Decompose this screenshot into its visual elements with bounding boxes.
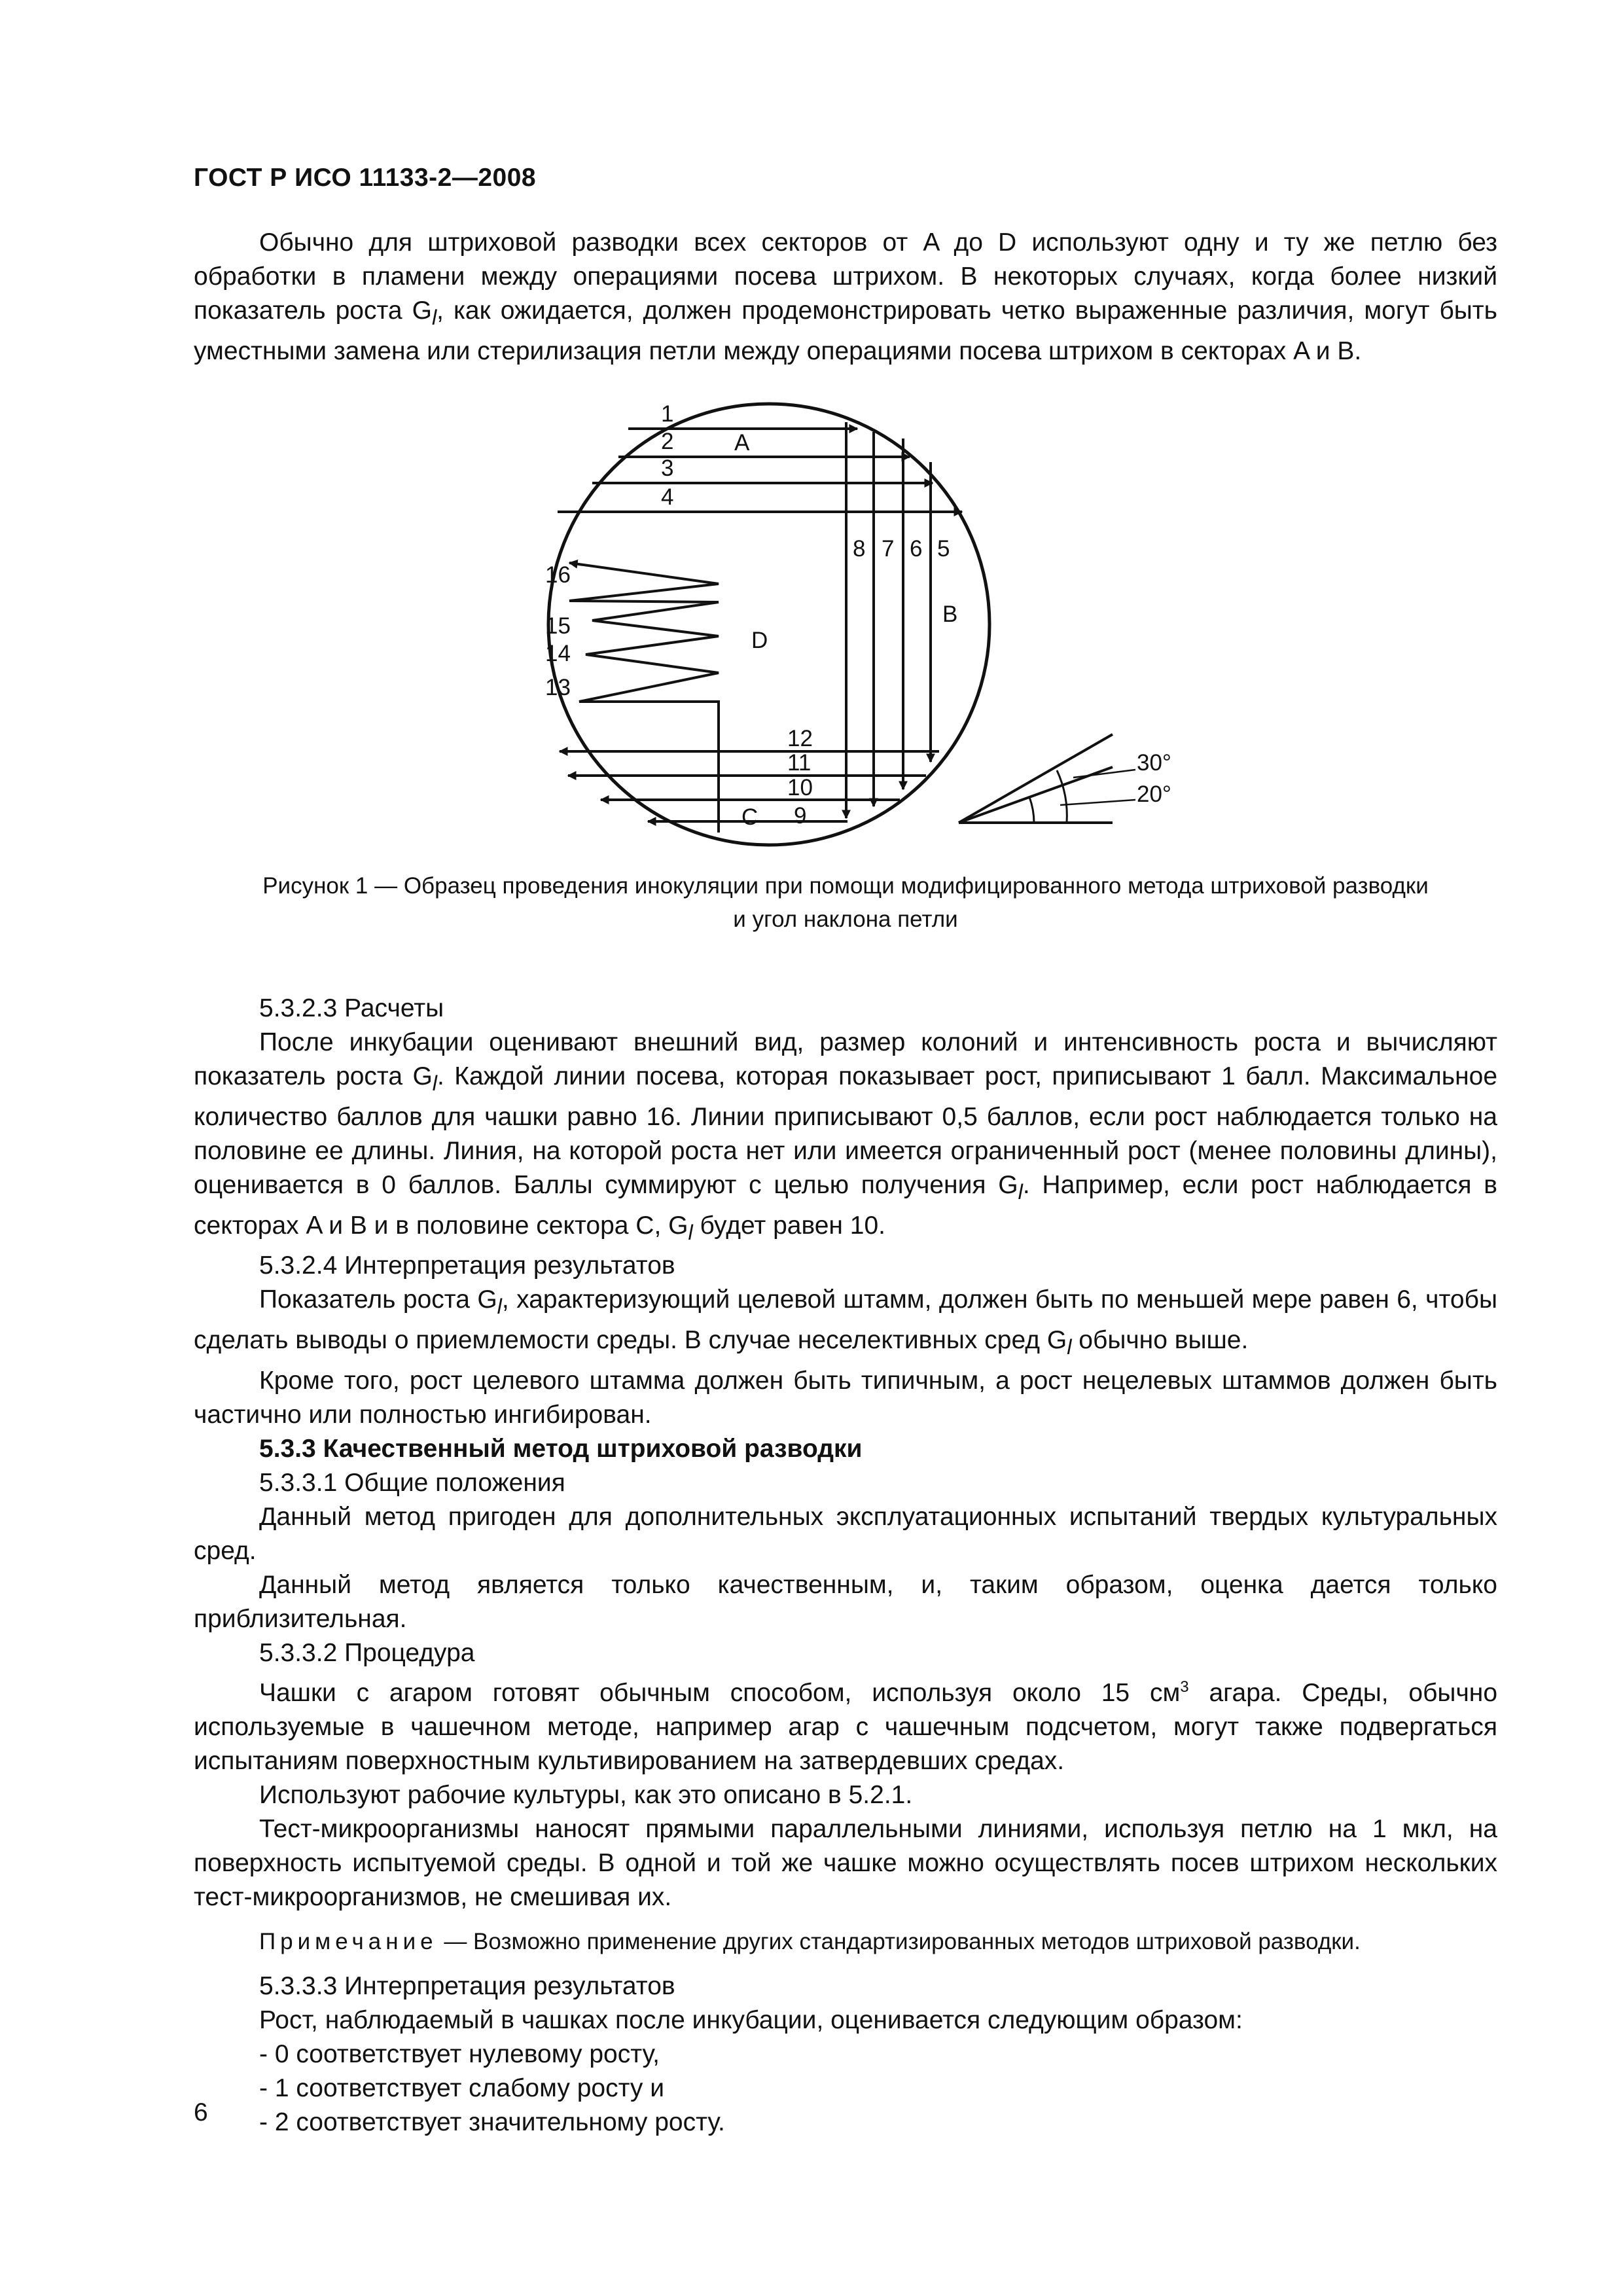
label-line-14: 14 bbox=[545, 641, 571, 666]
paragraph-5-3-3-2-b: Используют рабочие культуры, как это описано в 5.2.1. bbox=[259, 1780, 913, 1809]
label-line-6: 6 bbox=[910, 536, 923, 562]
label-line-3: 3 bbox=[661, 456, 674, 481]
note: Примечание — Возможно применение других стандартизированных методов штриховой разводки. bbox=[259, 1928, 1361, 1954]
label-line-2: 2 bbox=[661, 429, 674, 454]
label-line-12: 12 bbox=[787, 726, 813, 751]
list-item: - 2 соответствует значительному росту. bbox=[259, 2108, 725, 2136]
heading-5-3-2-3: 5.3.2.3 Расчеты bbox=[259, 994, 444, 1022]
paragraph-5-3-3-2-a: Чашки с агаром готовят обычным способом, используя около 15 $см^3$ агара. Среды, обычно используемые в чашечном методе, например агар с чашечным подсчетом, могут также подвергаться испытаниям поверхностным культивированием на затвердевших средах. bbox=[194, 1677, 1498, 1775]
angle-leader-20 bbox=[1060, 800, 1135, 805]
document-header: ГОСТ Р ИСО 11133-2—2008 bbox=[194, 164, 537, 192]
streak-line-13-16-zigzag bbox=[569, 563, 719, 833]
label-line-15: 15 bbox=[545, 613, 571, 639]
label-angle-20: 20° bbox=[1137, 781, 1171, 807]
paragraph-5-3-3-2-c: Тест-микроорганизмы наносят прямыми параллельными линиями, используя петлю на 1 мкл, на поверхность испытуемой среды. В одной и той же чашке можно осуществлять посев штрихом нескольких тест-микроорганизмов, не смешивая их. bbox=[194, 1814, 1497, 1911]
figure-caption-line-2: и угол наклона петли bbox=[733, 906, 958, 932]
list-item: - 0 соответствует нулевому росту, bbox=[259, 2039, 660, 2068]
main-text bbox=[194, 992, 1497, 2140]
paragraph-5-3-2-4-a: Показатель роста $G_l$, характеризующий целевой штамм, должен быть по меньшей мере равен 6, чтобы сделать выводы о приемлемости среды. В случае неселективных сред $G_l$ обычно выше. bbox=[194, 1285, 1497, 1359]
paragraph-5-3-3-1-a: Данный метод пригоден для дополнительных эксплуатационных испытаний твердых культуральных сред. bbox=[194, 1502, 1497, 1565]
heading-5-3-3: 5.3.3 Качественный метод штриховой разводки bbox=[259, 1434, 863, 1463]
loop-angle-diagram bbox=[959, 734, 1171, 823]
label-sector-d: D bbox=[751, 628, 768, 653]
list-item: - 1 соответствует слабому росту и bbox=[259, 2073, 665, 2102]
angle-arc-20 bbox=[1029, 797, 1034, 823]
figure-caption-line-1: Рисунок 1 — Образец проведения инокуляции при помощи модифицированного метода штриховой разводки bbox=[262, 873, 1429, 899]
label-line-8: 8 bbox=[853, 536, 866, 562]
heading-5-3-3-3: 5.3.3.3 Интерпретация результатов bbox=[259, 1971, 675, 2000]
figure-caption bbox=[194, 869, 1497, 936]
heading-5-3-3-2: 5.3.3.2 Процедура bbox=[259, 1638, 475, 1667]
label-line-5: 5 bbox=[937, 536, 950, 562]
heading-5-3-2-4: 5.3.2.4 Интерпретация результатов bbox=[259, 1251, 675, 1280]
label-line-7: 7 bbox=[882, 536, 895, 562]
label-line-11: 11 bbox=[787, 750, 812, 776]
label-line-9: 9 bbox=[794, 803, 807, 829]
label-sector-b: B bbox=[942, 601, 958, 627]
label-line-16: 16 bbox=[545, 562, 571, 588]
paragraph-5-3-3-3: Рост, наблюдаемый в чашках после инкубации, оценивается следующим образом: bbox=[259, 2005, 1243, 2034]
label-line-1: 1 bbox=[661, 401, 674, 427]
heading-5-3-3-1: 5.3.3.1 Общие положения bbox=[259, 1468, 565, 1497]
page-number: 6 bbox=[194, 2098, 208, 2126]
label-angle-30: 30° bbox=[1137, 750, 1171, 776]
paragraph-5-3-3-1-b: Данный метод является только качественным, и, таким образом, оценка дается только приблизительная. bbox=[194, 1570, 1497, 1633]
label-line-13: 13 bbox=[545, 675, 571, 700]
angle-arc-30 bbox=[1057, 770, 1067, 823]
label-line-10: 10 bbox=[787, 775, 813, 800]
paragraph-5-3-2-4-b: Кроме того, рост целевого штамма должен быть типичным, а рост нецелевых штаммов должен быть частично или полностью ингибирован. bbox=[194, 1366, 1497, 1429]
paragraph-5-3-2-3: После инкубации оценивают внешний вид, размер колоний и интенсивность роста и вычисляют показатель роста $G_l$. Каждой линии посева, которая показывает рост, приписывают 1 балл. Максимальное количество баллов для чашки равно 16. Линии приписывают 0,5 баллов, если рост наблюдается только на половине ее длины. Линия, на которой роста нет или имеется ограниченный рост (менее половины длины), оценивается в 0 баллов. Баллы суммируют с целью получения $G_l$. Например, если рост наблюдается в секторах A и B и в половине сектора C, $G_l$ будет равен 10. bbox=[194, 1028, 1498, 1244]
intro-paragraph: Обычно для штриховой разводки всех секторов от A до D используют одну и ту же петлю без обработки в пламени между операциями посева штрихом. В некоторых случаях, когда более низкий показатель роста $G_l$, как ожидается, должен продемонстрировать четко выраженные различия, могут быть уместными замена или стерилизация петли между операциями посева штрихом в секторах A и B. bbox=[194, 228, 1497, 365]
label-sector-a: A bbox=[734, 430, 750, 456]
label-line-4: 4 bbox=[661, 484, 674, 510]
label-sector-c: C bbox=[741, 804, 758, 830]
angle-line-30 bbox=[959, 734, 1113, 823]
streak-inoculation-figure bbox=[0, 0, 1623, 864]
